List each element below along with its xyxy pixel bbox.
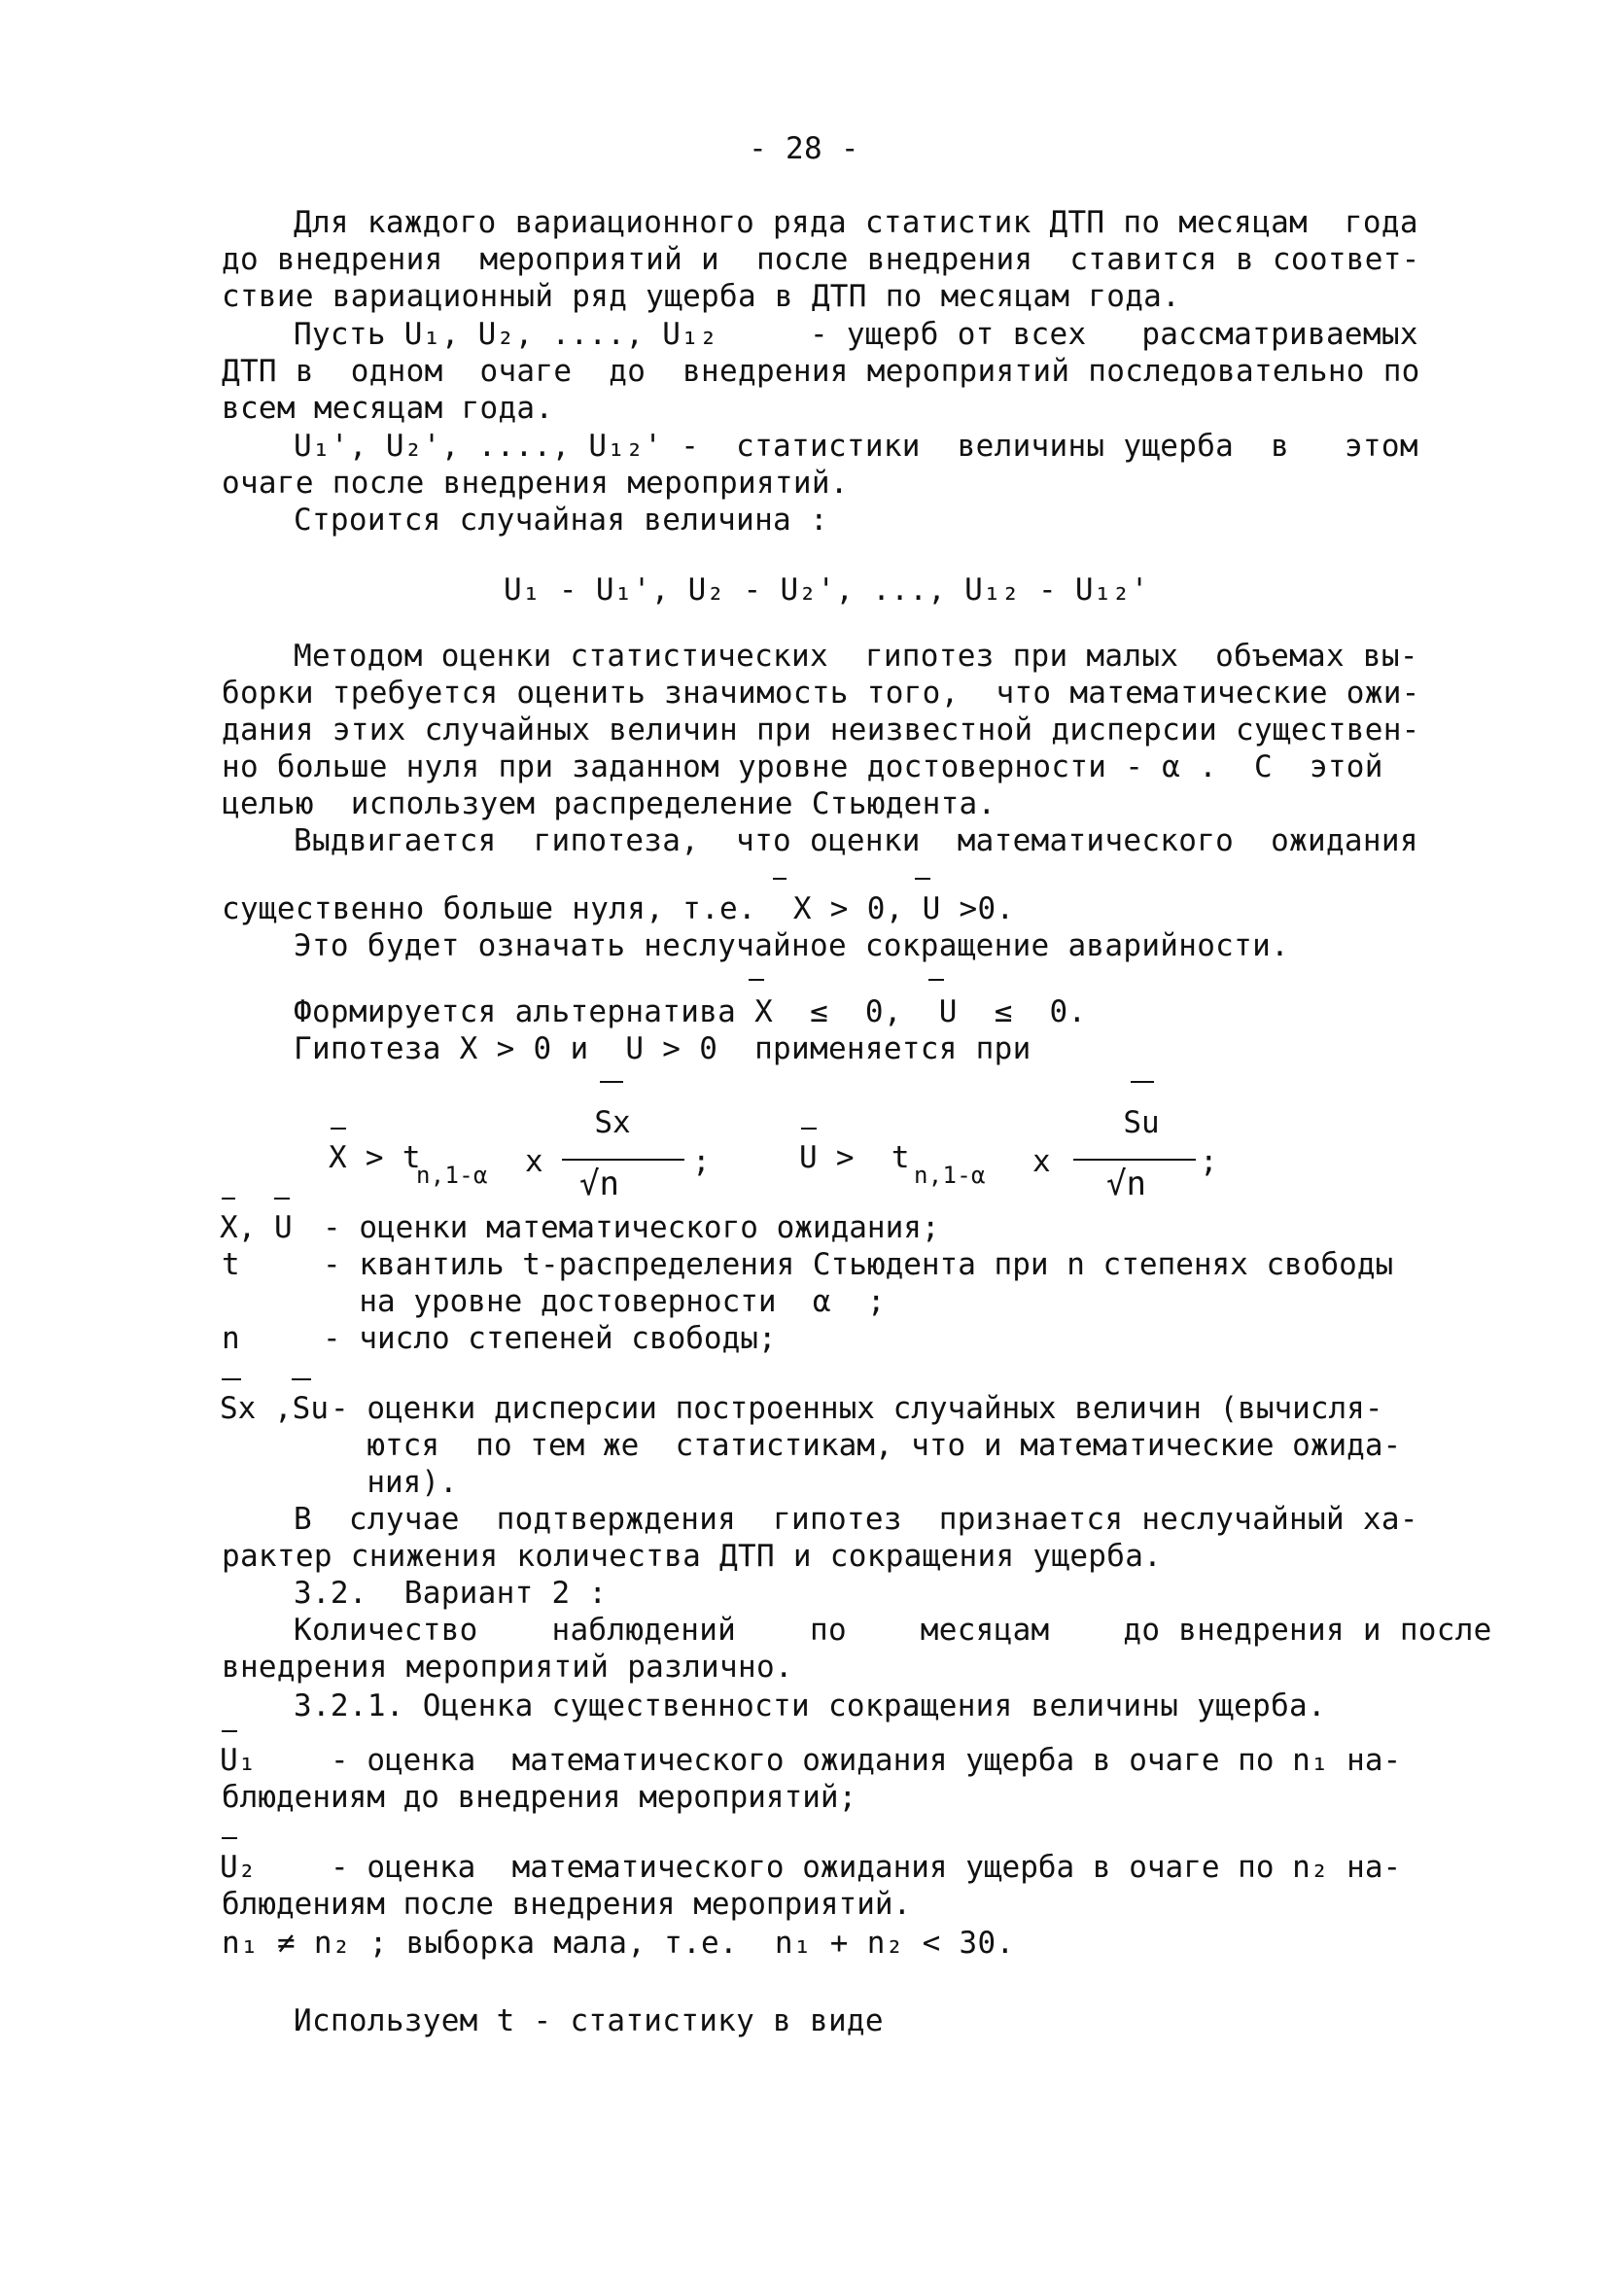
u2-symbol: U₂ — [220, 1850, 257, 1885]
paragraph-13-line-1: Количество наблюдений по месяцам до внедрения и после — [294, 1613, 1492, 1648]
formula2-left-subscript: n,1-α — [416, 1162, 488, 1189]
paragraph-2-line-1: Пусть U₁, U₂, ...., U₁₂ - ущерб от всех рассматриваемых — [294, 317, 1418, 352]
def-symbol-t: t — [222, 1247, 240, 1282]
formula2-left-numerator: Sx — [594, 1105, 631, 1140]
formula2-left-overbar — [331, 1128, 346, 1130]
formula2-right-subscript: n,1-α — [914, 1162, 986, 1189]
formula2-right-num-overbar — [1131, 1081, 1154, 1083]
paragraph-5-line-4: но больше нуля при заданном уровне достоверности - α . С этой — [222, 749, 1383, 784]
formula-random-variable: U₁ - U₁', U₂ - U₂', ..., U₁₂ - U₁₂' — [504, 573, 1149, 608]
def-text-sx-su-line-1: - оценки дисперсии построенных случайных величин (вычисля- — [331, 1391, 1383, 1426]
section-heading-3-2-1: 3.2.1. Оценка существенности сокращения величины ущерба. — [294, 1688, 1326, 1723]
paragraph-6: Выдвигается гипотеза, что оценки математического ожидания — [294, 823, 1418, 858]
paragraph-8: Это будет означать неслучайное сокращение аварийности. — [294, 928, 1290, 963]
paragraph-1-line-1: Для каждого вариационного ряда статистик ДТП по месяцам года — [294, 205, 1418, 240]
formula2-left-fraction-line — [562, 1159, 684, 1161]
def-su-overbar — [292, 1378, 311, 1380]
def-text-t-line-2: на уровне достоверности α ; — [323, 1284, 886, 1319]
paragraph-5-line-5: целью используем распределение Стьюдента. — [222, 786, 996, 821]
formula2-left-times: x — [525, 1144, 543, 1179]
overbar-u — [915, 878, 930, 880]
def-text-sx-su-line-2: ются по тем же статистикам, что и математические ожида- — [331, 1428, 1402, 1463]
paragraph-1-line-3: ствие вариационный ряд ущерба в ДТП по месяцам года. — [222, 279, 1181, 314]
section-heading-3-2: 3.2. Вариант 2 : — [294, 1576, 608, 1611]
paragraph-9: Формируется альтернатива X ≤ 0, U ≤ 0. — [294, 994, 1087, 1029]
def-text-n: - число степеней свободы; — [323, 1321, 777, 1356]
paragraph-5-line-2: борки требуется оценить значимость того, что математические ожи- — [222, 676, 1420, 711]
overbar-u-alt — [928, 979, 944, 981]
formula2-right-denominator: √n — [1106, 1165, 1146, 1203]
paragraph-11-line-1: В случае подтверждения гипотез признается неслучайный ха- — [294, 1502, 1418, 1537]
def-sx-overbar — [222, 1378, 241, 1380]
u1-def-line-2: блюдениям до внедрения мероприятий; — [222, 1780, 857, 1815]
paragraph-1-line-2: до внедрения мероприятий и после внедрения ставится в соответ- — [222, 242, 1420, 277]
formula2-right-times: x — [1032, 1144, 1051, 1179]
overbar-x-alt — [749, 979, 764, 981]
def-text-xu: - оценки математического ожидания; — [323, 1210, 940, 1245]
def-symbol-n: n — [222, 1321, 240, 1356]
u1-overbar — [222, 1730, 237, 1732]
paragraph-3-line-1: U₁', U₂', ...., U₁₂' - статистики величины ущерба в этом — [294, 429, 1418, 464]
paragraph-2-line-2: ДТП в одном очаге до внедрения мероприятий последовательно по — [222, 354, 1420, 389]
def-x-overbar — [222, 1198, 235, 1200]
paragraph-11-line-2: рактер снижения количества ДТП и сокращения ущерба. — [222, 1539, 1163, 1574]
paragraph-16: Используем t - статистику в виде — [294, 2003, 884, 2038]
paragraph-7: существенно больше нуля, т.е. X > 0, U >0. — [222, 891, 1015, 926]
formula2-left-num-overbar — [600, 1081, 623, 1083]
u2-def-line-1: - оценка математического ожидания ущерба в очаге по n₂ на- — [331, 1850, 1402, 1885]
paragraph-15: n₁ ≠ n₂ ; выборка мала, т.е. n₁ + n₂ < 30. — [222, 1926, 1015, 1961]
formula2-right-numerator: Su — [1123, 1105, 1160, 1140]
paragraph-5-line-3: дания этих случайных величин при неизвестной дисперсии существен- — [222, 713, 1420, 748]
paragraph-4: Строится случайная величина : — [294, 503, 828, 538]
formula2-right-fraction-line — [1073, 1159, 1196, 1161]
paragraph-3-line-2: очаге после внедрения мероприятий. — [222, 466, 849, 501]
formula2-left-end: ; — [692, 1144, 711, 1179]
u1-def-line-1: - оценка математического ожидания ущерба в очаге по n₁ на- — [331, 1743, 1402, 1778]
def-symbol-sx-su: Sx ,Su — [220, 1391, 329, 1426]
paragraph-5-line-1: Методом оценки статистических гипотез при малых объемах вы- — [294, 639, 1418, 674]
formula2-left-denominator: √n — [579, 1165, 619, 1203]
formula2-right-overbar — [801, 1128, 817, 1130]
def-symbol-xu: X, U — [220, 1210, 293, 1245]
def-text-sx-su-line-3: ния). — [331, 1465, 458, 1500]
def-text-t-line-1: - квантиль t-распределения Стьюдента при n степенях свободы — [323, 1247, 1394, 1282]
paragraph-13-line-2: внедрения мероприятий различно. — [222, 1650, 793, 1685]
page-number: - 28 - — [749, 131, 859, 166]
u1-symbol: U₁ — [220, 1743, 257, 1778]
formula2-right-end: ; — [1200, 1144, 1218, 1179]
u2-def-line-2: блюдениям после внедрения мероприятий. — [222, 1887, 912, 1922]
formula2-right-lhs: U > t — [799, 1140, 910, 1175]
u2-overbar — [222, 1837, 237, 1839]
formula2-left-lhs: X > t — [329, 1140, 421, 1175]
paragraph-2-line-3: всем месяцам года. — [222, 391, 554, 426]
overbar-x — [773, 878, 787, 880]
paragraph-10: Гипотеза X > 0 и U > 0 применяется при — [294, 1031, 1031, 1066]
def-u-overbar — [274, 1198, 290, 1200]
